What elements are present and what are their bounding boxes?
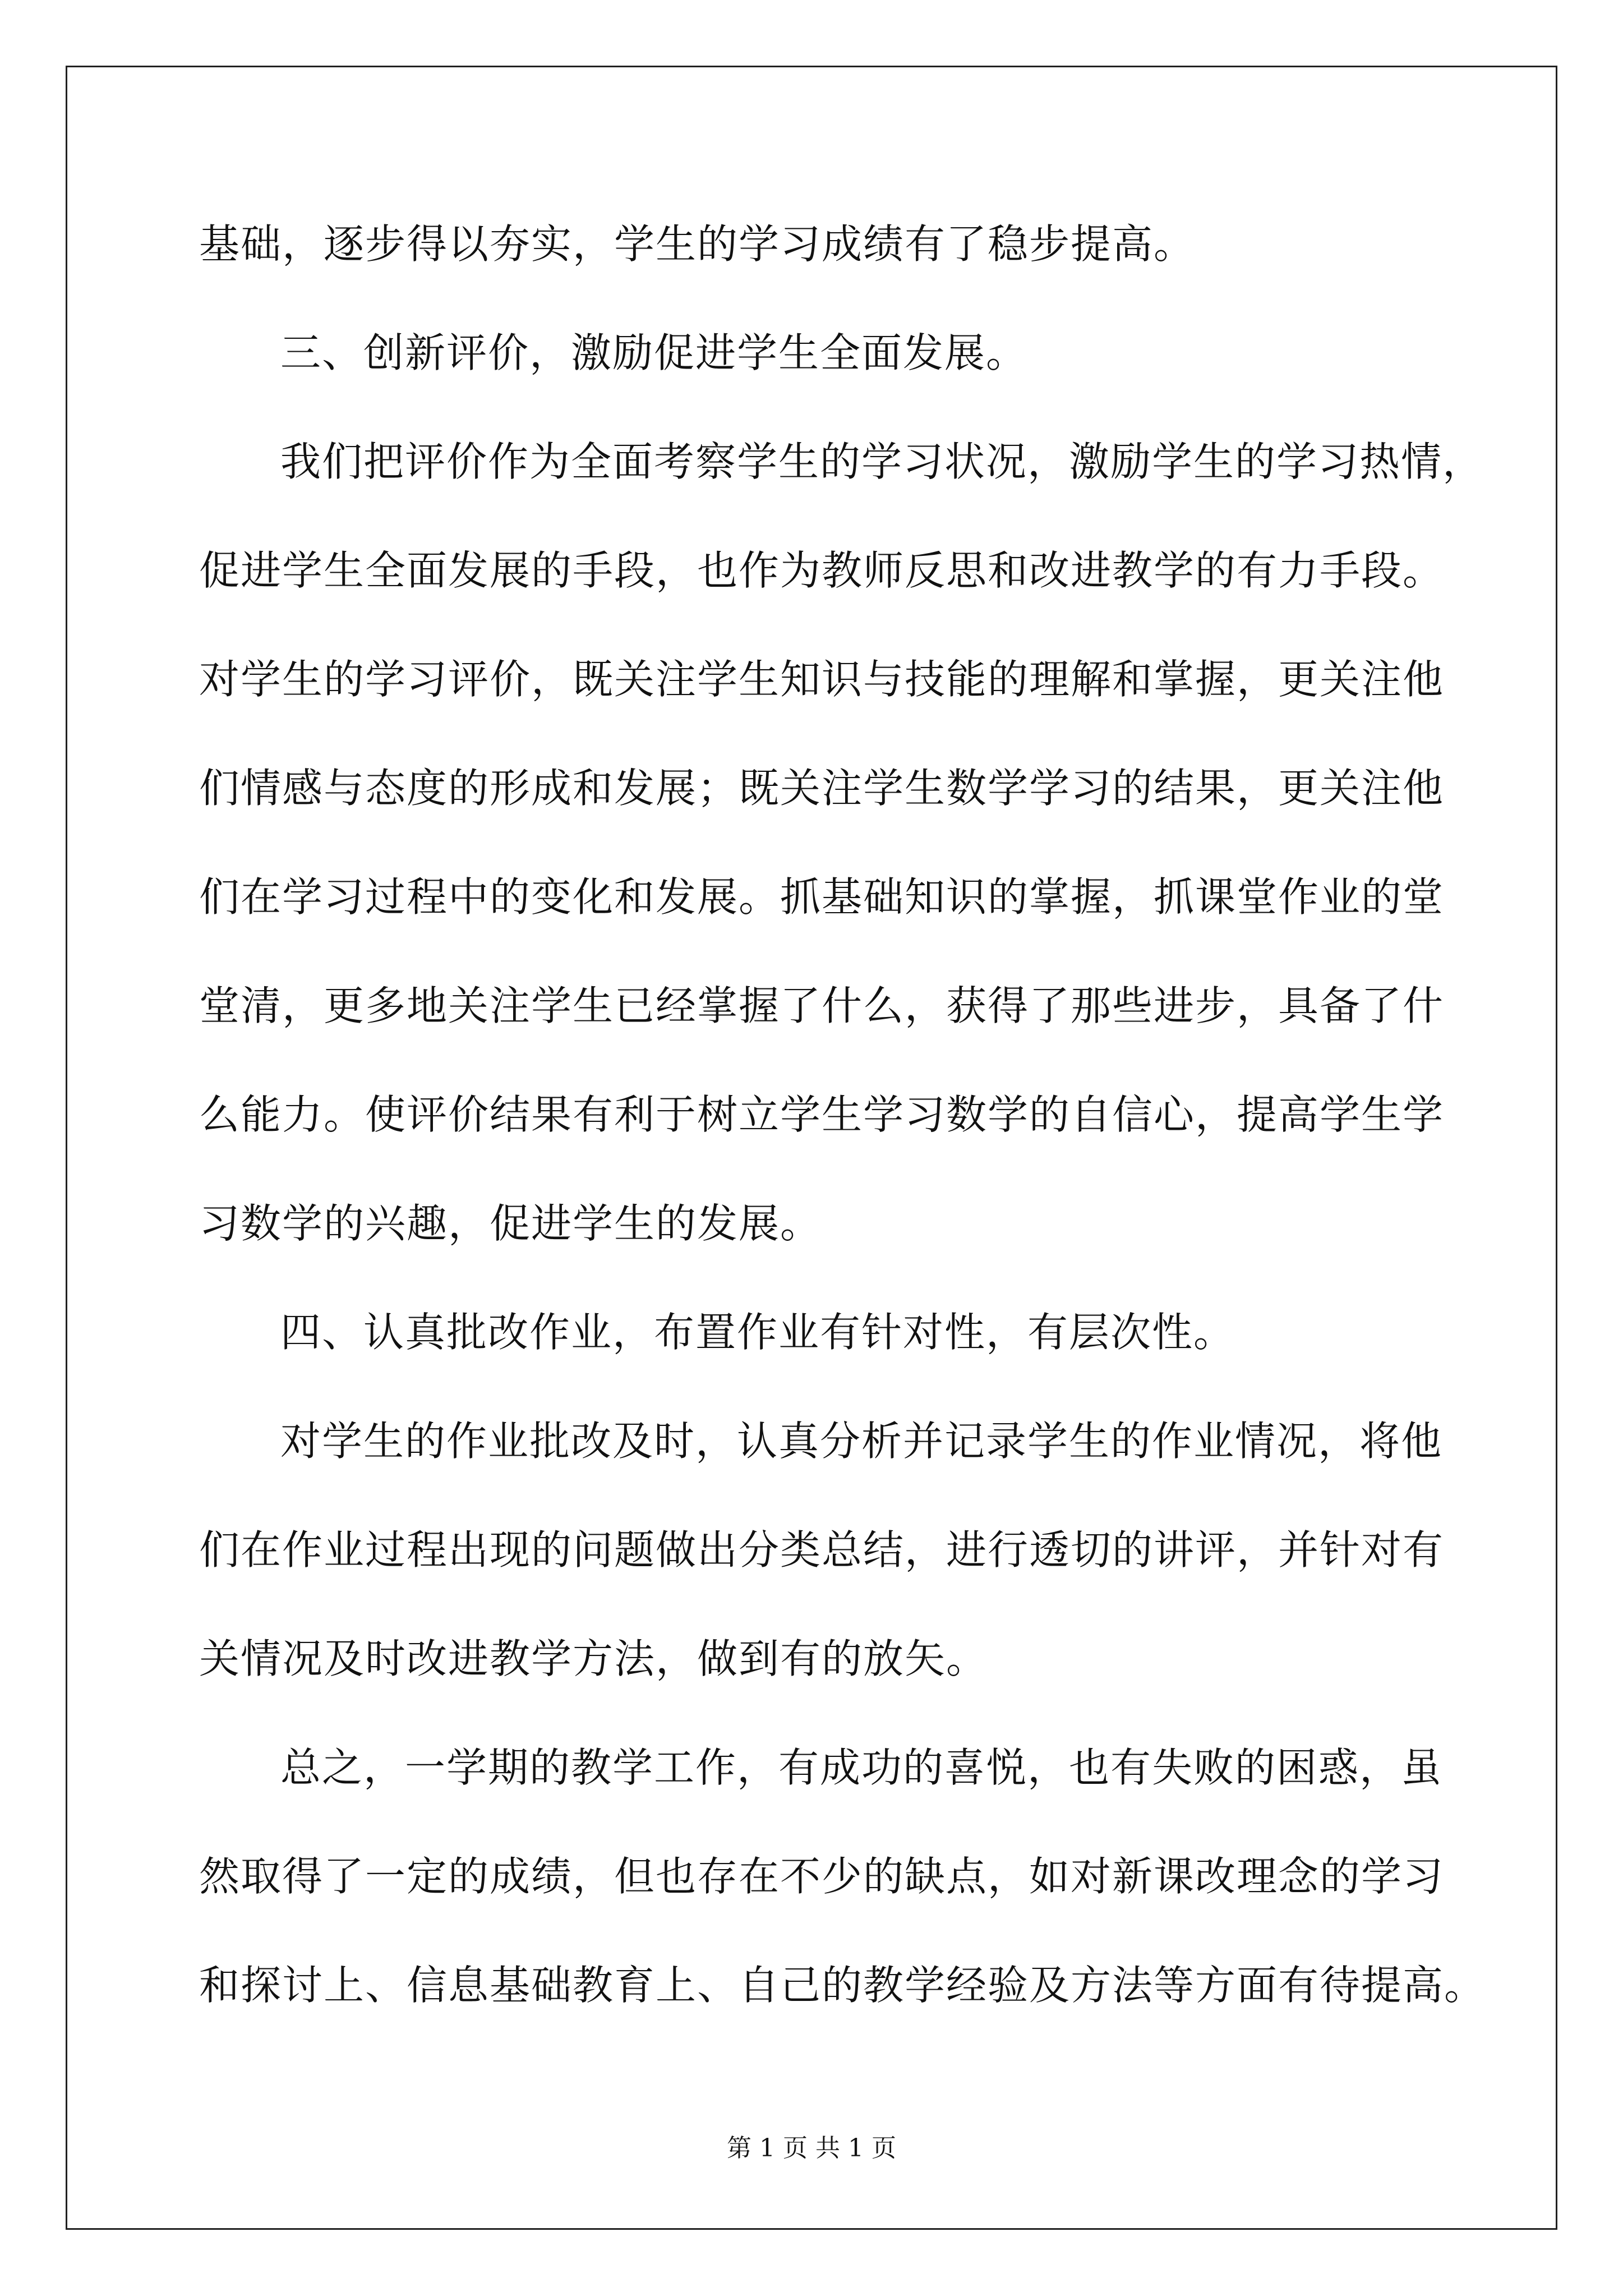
paragraph-line: 们情感与态度的形成和发展；既关注学生数学学习的结果，更关注他 (199, 765, 1445, 812)
paragraph-line: 对学生的学习评价，既关注学生知识与技能的理解和掌握，更关注他 (199, 656, 1445, 703)
paragraph-line: 们在学习过程中的变化和发展。抓基础知识的掌握，抓课堂作业的堂 (199, 873, 1445, 921)
paragraph-line: 我们把评价作为全面考察学生的学习状况，激励学生的学习热情， (280, 438, 1484, 485)
paragraph-line: 习数学的兴趣，促进学生的发展。 (199, 1200, 822, 1247)
section-heading: 四、认真批改作业，布置作业有针对性，有层次性。 (280, 1309, 1235, 1356)
paragraph-line: 促进学生全面发展的手段，也作为教师反思和改进教学的有力手段。 (199, 547, 1445, 594)
paragraph-line: 对学生的作业批改及时，认真分析并记录学生的作业情况，将他 (280, 1418, 1443, 1465)
paragraph-line: 么能力。使评价结果有利于树立学生学习数学的自信心，提高学生学 (199, 1091, 1445, 1138)
paragraph-line: 堂清，更多地关注学生已经掌握了什么，获得了那些进步，具备了什 (199, 982, 1445, 1029)
paragraph-line: 和探讨上、信息基础教育上、自己的教学经验及方法等方面有待提高。 (199, 1962, 1486, 2009)
paragraph-line: 关情况及时改进教学方法，做到有的放矢。 (199, 1635, 988, 1682)
paragraph-line: 总之，一学期的教学工作，有成功的喜悦，也有失败的困惑，虽 (280, 1744, 1443, 1791)
paragraph-line: 们在作业过程出现的问题做出分类总结，进行透切的讲评，并针对有 (199, 1526, 1445, 1573)
section-heading: 三、创新评价，激励促进学生全面发展。 (280, 329, 1028, 376)
paragraph-line: 然取得了一定的成绩，但也存在不少的缺点，如对新课改理念的学习 (199, 1853, 1445, 1900)
page-border (66, 66, 1557, 2230)
page-number-footer: 第 1 页 共 1 页 (727, 2134, 896, 2162)
paragraph-line: 基础，逐步得以夯实，学生的学习成绩有了稳步提高。 (199, 220, 1196, 268)
